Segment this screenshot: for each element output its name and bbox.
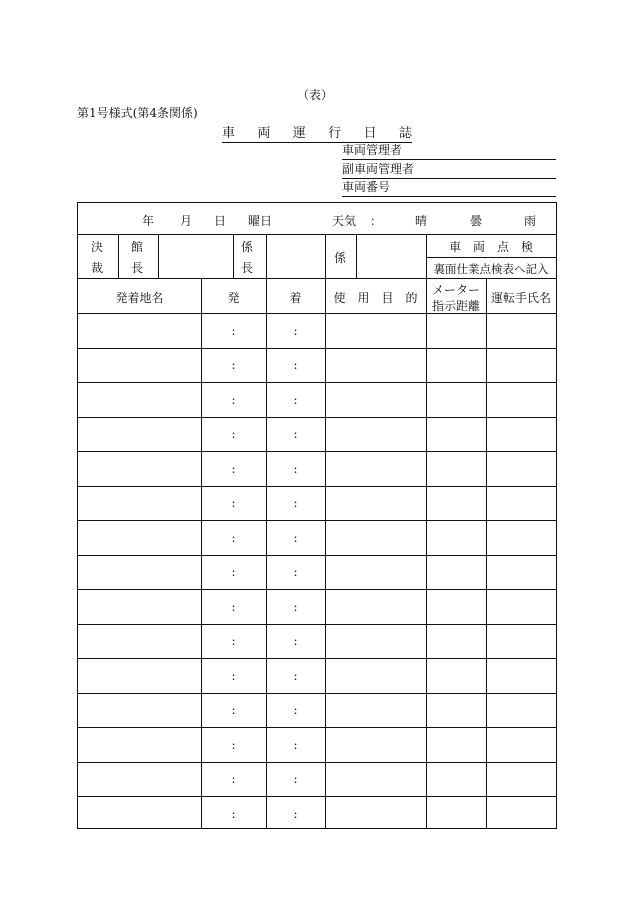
depart-time[interactable]: :	[231, 496, 236, 510]
col-purpose: 使 用 目 的	[333, 291, 418, 305]
weather-sunny[interactable]: 晴	[415, 214, 428, 228]
depart-time[interactable]: :	[231, 738, 236, 752]
kakaricho-label: 係	[241, 240, 254, 254]
kessai-label: 裁	[91, 261, 104, 275]
depart-time[interactable]: :	[231, 427, 236, 441]
depart-time[interactable]: :	[231, 358, 236, 372]
col-meter: 指示距離	[431, 299, 480, 313]
col-driver: 運転手氏名	[490, 291, 551, 305]
month-label: 月	[180, 214, 193, 228]
arrive-time[interactable]: :	[293, 600, 298, 614]
depart-time[interactable]: :	[231, 772, 236, 786]
title-char: 運	[292, 126, 306, 141]
arrive-time[interactable]: :	[293, 807, 298, 821]
kessai-label: 決	[91, 240, 104, 254]
depart-time[interactable]: :	[231, 634, 236, 648]
vehicle-manager-label: 車両管理者	[342, 143, 403, 157]
vehicle-number-field[interactable]	[342, 178, 556, 197]
document-title	[222, 122, 412, 143]
deputy-manager-field[interactable]	[342, 160, 556, 179]
kancho-label: 長	[131, 261, 144, 275]
col-depart: 発	[227, 291, 240, 305]
depart-time[interactable]: :	[231, 462, 236, 476]
arrive-time[interactable]: :	[293, 324, 298, 338]
arrive-time[interactable]: :	[293, 393, 298, 407]
year-label: 年	[142, 214, 155, 228]
vehicle-log-table	[77, 202, 557, 829]
inspection-title: 車 両 点 検	[448, 240, 533, 254]
arrive-time[interactable]: :	[293, 703, 298, 717]
title-char: 両	[257, 126, 271, 141]
kancho-label: 館	[131, 240, 144, 254]
day-label: 日	[214, 214, 227, 228]
col-place: 発着地名	[115, 291, 164, 305]
kakaricho-label: 長	[241, 261, 254, 275]
arrive-time[interactable]: :	[293, 565, 298, 579]
title-char: 日	[363, 126, 377, 141]
arrive-time[interactable]: :	[293, 462, 298, 476]
weekday-label: 曜日	[248, 214, 273, 228]
kakari-label: 係	[334, 251, 347, 265]
col-meter: メーター	[431, 283, 480, 297]
arrive-time[interactable]: :	[293, 427, 298, 441]
depart-time[interactable]: :	[231, 324, 236, 338]
arrive-time[interactable]: :	[293, 738, 298, 752]
inspection-note: 裏面仕業点検表へ記入	[433, 262, 549, 276]
depart-time[interactable]: :	[231, 600, 236, 614]
arrive-time[interactable]: :	[293, 772, 298, 786]
weather-cloudy[interactable]: 曇	[470, 214, 483, 228]
depart-time[interactable]: :	[231, 531, 236, 545]
depart-time[interactable]: :	[231, 807, 236, 821]
depart-time[interactable]: :	[231, 669, 236, 683]
vehicle-number-label: 車両番号	[342, 180, 391, 194]
weather-rain[interactable]: 雨	[524, 214, 537, 228]
title-char: 行	[328, 126, 342, 141]
depart-time[interactable]: :	[231, 393, 236, 407]
vehicle-manager-field[interactable]	[342, 141, 556, 160]
arrive-time[interactable]: :	[293, 531, 298, 545]
depart-time[interactable]: :	[231, 565, 236, 579]
depart-time[interactable]: :	[231, 703, 236, 717]
arrive-time[interactable]: :	[293, 669, 298, 683]
weather-colon: ：	[370, 214, 383, 228]
arrive-time[interactable]: :	[293, 634, 298, 648]
title-char: 車	[222, 126, 236, 141]
arrive-time[interactable]: :	[293, 358, 298, 372]
arrive-time[interactable]: :	[293, 496, 298, 510]
form-number: 第1号様式(第4条関係)	[77, 106, 198, 120]
side-label: （表）	[296, 88, 333, 102]
col-arrive: 着	[289, 291, 302, 305]
weather-label: 天気	[332, 214, 357, 228]
deputy-manager-label: 副車両管理者	[342, 162, 415, 176]
title-char: 誌	[398, 126, 412, 141]
